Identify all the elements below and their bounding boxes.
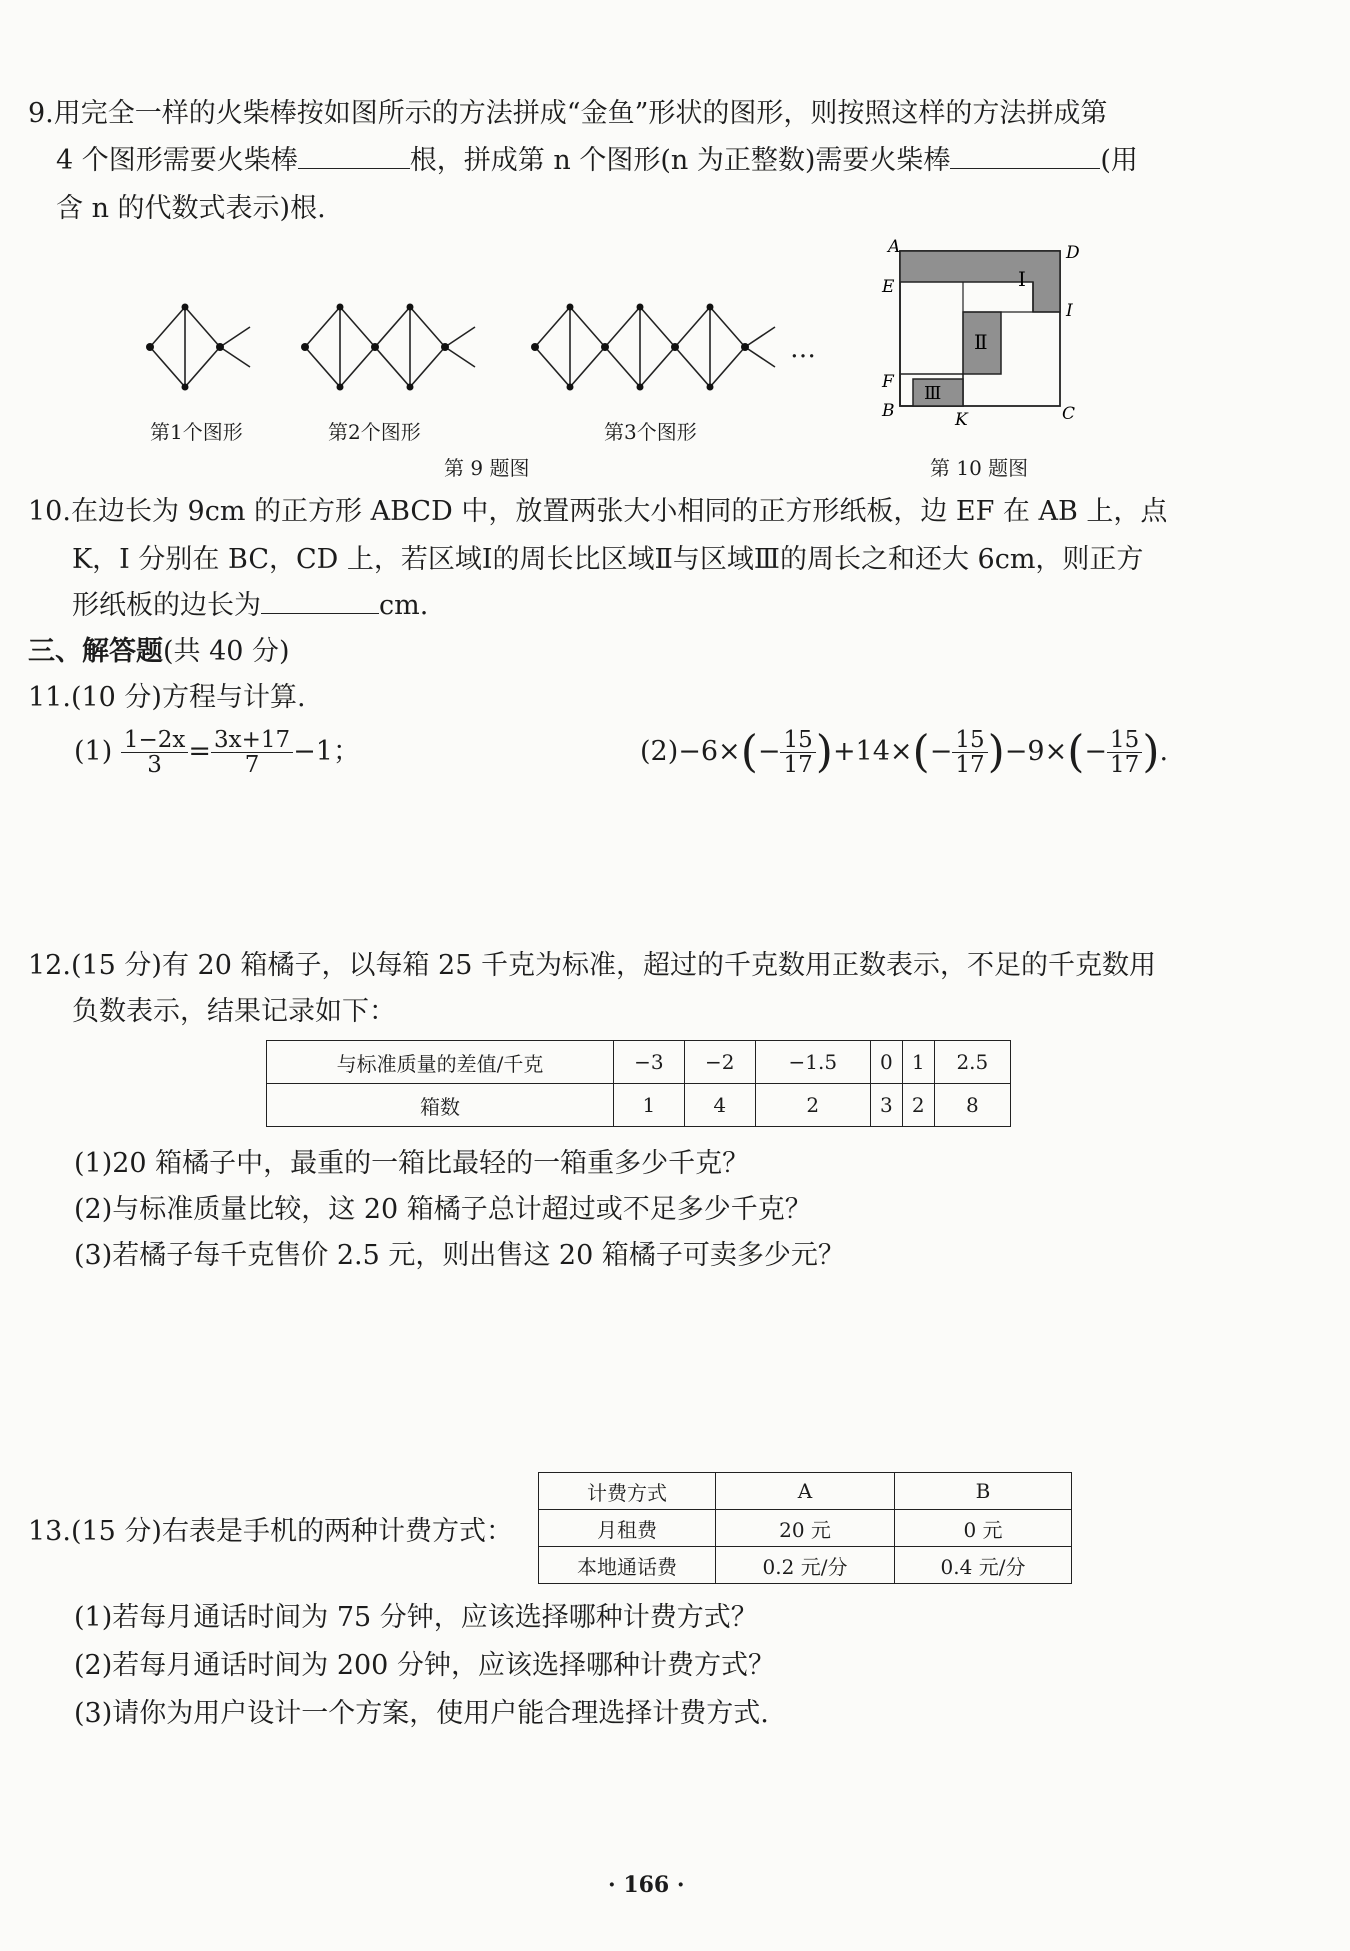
q13-sub2: (2)若每月通话时间为 200 分钟，应该选择哪种计费方式？	[74, 1650, 775, 1681]
q10-line1: 10.在边长为 9cm 的正方形 ABCD 中，放置两张大小相同的正方形纸板，边 EF 在 AB 上，点	[28, 496, 1168, 527]
q12-cell: 0	[870, 1041, 902, 1084]
q12-cell: −2	[684, 1041, 755, 1084]
q12-cell: 1	[902, 1041, 934, 1084]
point-E: E	[882, 277, 895, 297]
q9-line3: 含 n 的代数式表示)根.	[56, 193, 326, 224]
q13-header: A	[716, 1473, 895, 1510]
q9-line2-a: 4 个图形需要火柴棒	[56, 145, 298, 176]
region-I-label: Ⅰ	[1018, 267, 1026, 291]
q11-p2-den3: 17	[1110, 752, 1140, 779]
q11-p1-fraction-right	[211, 728, 293, 777]
q12-sub1: (1)20 箱橘子中，最重的一箱比最轻的一箱重多少千克？	[74, 1148, 750, 1179]
q9-line2-c: (用	[1100, 145, 1138, 176]
q9-line1: 9.用完全一样的火柴棒按如图所示的方法拼成“金鱼”形状的图形，则按照这样的方法拼成第	[28, 98, 1108, 129]
q11-part2: (2)−6×(− $\frac{15}{17}$ )+14×(− $\frac{15}{17}$ )−9×(− $\frac{15}{17}$ ).	[640, 726, 1169, 779]
q9-line2-b: 根，拼成第 n 个图形(n 为正整数)需要火柴棒	[409, 145, 951, 176]
q12-line1: 12.(15 分)有 20 箱橘子，以每箱 25 千克为标准，超过的千克数用正数表示，不足的千克数用	[28, 950, 1156, 981]
q12-cell: −1.5	[755, 1041, 870, 1084]
q11-p2-term1: −6×	[678, 736, 741, 768]
q12-line2: 负数表示，结果记录如下：	[72, 996, 396, 1027]
q11-p1-eq: =	[188, 736, 211, 768]
q11-p1-tail: −1；	[293, 736, 360, 768]
section3-title: 三、解答题	[28, 636, 163, 667]
q13-cell: 本地通话费	[539, 1547, 716, 1584]
q9-fig3-label: 第3个图形	[604, 420, 697, 444]
q9-answer-blank-2[interactable]	[950, 167, 1100, 169]
q11-p2-minus-1: −	[757, 736, 781, 768]
q11-p1-num1: 1−2x	[121, 728, 189, 753]
q9-ellipsis: …	[790, 334, 816, 364]
q9-line2	[56, 147, 1138, 174]
q10-answer-blank[interactable]	[261, 612, 379, 614]
region-I	[900, 251, 1060, 312]
q13-sub3: (3)请你为用户设计一个方案，使用户能合理选择计费方式.	[74, 1698, 769, 1729]
q12-cell: 1	[614, 1084, 685, 1127]
q13-row-call	[539, 1547, 1072, 1584]
q9-fig2	[301, 304, 475, 391]
q11-p2-num2: 15	[952, 728, 987, 753]
q12-cell: −3	[614, 1041, 685, 1084]
q10-figure	[870, 236, 1100, 436]
q12-cell: 8	[934, 1084, 1010, 1127]
q12-sub2: (2)与标准质量比较，这 20 箱橘子总计超过或不足多少千克？	[74, 1194, 812, 1225]
q13-cell: 月租费	[539, 1510, 716, 1547]
q11-p1-num2: 3x+17	[211, 728, 293, 753]
q10-line3-a: 形纸板的边长为	[72, 590, 261, 621]
q9-fig3	[531, 304, 775, 391]
q11-p1-label: (1)	[74, 736, 113, 768]
section3-heading	[28, 638, 290, 665]
section3-suffix: (共 40 分)	[163, 636, 290, 667]
page-number: · 166 ·	[608, 1872, 685, 1898]
q9-fig2-label: 第2个图形	[328, 420, 421, 444]
q11-p2-minus-3: −	[1084, 736, 1108, 768]
q12-row-diff	[267, 1041, 1011, 1084]
q11-p2-den2: 17	[955, 752, 985, 779]
q13-row-rent	[539, 1510, 1072, 1547]
q11-p2-den1: 17	[783, 752, 813, 779]
q13-cell: 0 元	[895, 1510, 1072, 1547]
point-A: A	[888, 237, 901, 257]
q13-line1: 13.(15 分)右表是手机的两种计费方式：	[28, 1516, 513, 1547]
q11-p2-end: .	[1159, 736, 1169, 768]
q11-p2-term3: −9×	[1004, 736, 1068, 768]
q11-p2-frac1	[780, 728, 815, 777]
q11-p1-fraction-left	[121, 728, 189, 777]
q9-answer-blank-1[interactable]	[298, 167, 410, 169]
q11-p2-num1: 15	[780, 728, 815, 753]
q11-p1-den2: 7	[244, 752, 260, 779]
point-I: I	[1066, 301, 1073, 321]
q11-p2-frac2	[952, 728, 987, 777]
q10-line2: K，I 分别在 BC，CD 上，若区域Ⅰ的周长比区域Ⅱ与区域Ⅲ的周长之和还大 6cm，则正方	[72, 544, 1144, 575]
q9-fig1	[146, 304, 250, 391]
q12-row-count	[267, 1084, 1011, 1127]
q12-cell: 2	[902, 1084, 934, 1127]
q11-p2-frac3	[1107, 728, 1142, 777]
q10-caption: 第 10 题图	[930, 456, 1029, 480]
q10-line3-b: cm.	[379, 590, 429, 621]
q9-fig1-label: 第1个图形	[150, 420, 243, 444]
point-B: B	[882, 401, 895, 421]
q9-caption: 第 9 题图	[444, 456, 530, 480]
region-III-label: Ⅲ	[924, 383, 942, 404]
q11-p1-den1: 3	[147, 752, 162, 779]
q13-table	[538, 1472, 1072, 1584]
q12-table	[266, 1040, 1011, 1127]
q11-p2-label: (2)	[640, 736, 679, 768]
q11-p2-num3: 15	[1107, 728, 1142, 753]
q12-row2-header: 箱数	[267, 1084, 614, 1127]
q12-row1-header: 与标准质量的差值/千克	[267, 1041, 614, 1084]
q11-part1	[74, 728, 360, 777]
q12-cell: 4	[684, 1084, 755, 1127]
point-D: D	[1066, 243, 1080, 263]
q12-sub3: (3)若橘子每千克售价 2.5 元，则出售这 20 箱橘子可卖多少元？	[74, 1240, 845, 1271]
q13-header: 计费方式	[539, 1473, 716, 1510]
q13-sub1: (1)若每月通话时间为 75 分钟，应该选择哪种计费方式？	[74, 1602, 758, 1633]
q13-cell: 0.4 元/分	[895, 1547, 1072, 1584]
point-F: F	[882, 372, 894, 392]
q13-cell: 20 元	[716, 1510, 895, 1547]
q11-title: 11.(10 分)方程与计算.	[28, 682, 306, 713]
q10-line3	[72, 592, 428, 619]
q12-cell: 2.5	[934, 1041, 1010, 1084]
q9-figure	[140, 290, 840, 400]
q13-header: B	[895, 1473, 1072, 1510]
point-C: C	[1062, 404, 1076, 424]
q11-p2-minus-2: −	[929, 736, 953, 768]
q13-header-row	[539, 1473, 1072, 1510]
q12-cell: 3	[870, 1084, 902, 1127]
q11-p2-term2: +14×	[832, 736, 913, 768]
point-K: K	[955, 410, 968, 430]
q12-cell: 2	[755, 1084, 870, 1127]
region-II-label: Ⅱ	[974, 330, 988, 354]
q13-cell: 0.2 元/分	[716, 1547, 895, 1584]
